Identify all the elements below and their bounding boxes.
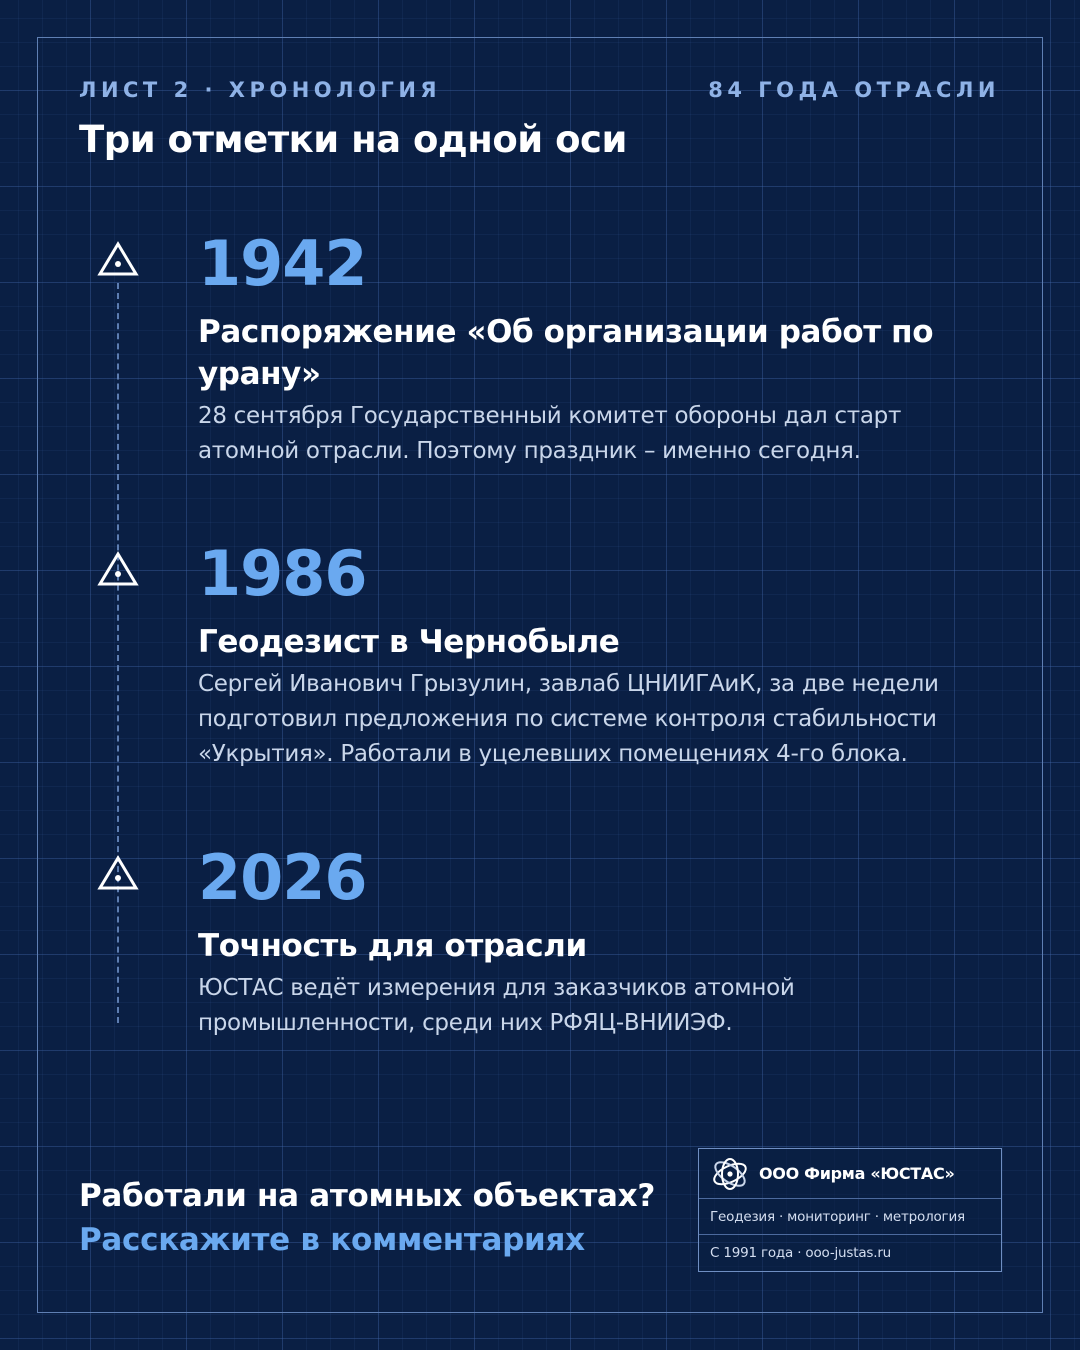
company-tagline-row	[699, 1199, 1001, 1235]
call-to-action	[79, 1174, 655, 1262]
event-title: Точность для отрасли	[198, 928, 587, 964]
company-name-row	[699, 1149, 1001, 1199]
company-since-row	[699, 1235, 1001, 1271]
triangle-point-icon	[96, 241, 140, 281]
event-title: Распоряжение «Об организации работ по урану»	[198, 314, 934, 392]
event-year: 2026	[198, 841, 367, 914]
company-name: ООО Фирма «ЮСТАС»	[759, 1164, 955, 1183]
event-description: Сергей Иванович Грызулин, завлаб ЦНИИГАиК, за две недели подготовил предложения по системе контроля стабильности «Укрытия». Работали в уцелевших помещениях 4-го блока.	[198, 671, 939, 767]
timeline-event-1942	[198, 227, 988, 469]
event-description: 28 сентября Государственный комитет обороны дал старт атомной отрасли. Поэтому праздник – именно сегодня.	[198, 403, 902, 464]
event-year: 1986	[198, 537, 367, 610]
company-card	[698, 1148, 1002, 1272]
timeline-axis	[117, 283, 119, 1023]
triangle-point-icon	[96, 855, 140, 895]
company-tagline: Геодезия · мониторинг · метрология	[710, 1208, 965, 1225]
sheet-label: ЛИСТ 2 · ХРОНОЛОГИЯ	[79, 78, 442, 102]
timeline-event-1986	[198, 537, 988, 772]
event-title: Геодезист в Чернобыле	[198, 624, 620, 660]
triangle-point-icon	[96, 551, 140, 591]
event-year: 1942	[198, 227, 367, 300]
event-description: ЮСТАС ведёт измерения для заказчиков атомной промышленности, среди них РФЯЦ-ВНИИЭФ.	[198, 975, 795, 1036]
timeline-event-2026	[198, 841, 988, 1041]
cta-question: Работали на атомных объектах?	[79, 1178, 656, 1214]
cta-action: Расскажите в комментариях	[79, 1222, 585, 1258]
years-label: 84 ГОДА ОТРАСЛИ	[708, 78, 1000, 102]
page-title: Три отметки на одной оси	[79, 118, 627, 161]
atom-logo-icon	[710, 1157, 750, 1191]
company-since: С 1991 года · ooo-justas.ru	[710, 1245, 892, 1261]
